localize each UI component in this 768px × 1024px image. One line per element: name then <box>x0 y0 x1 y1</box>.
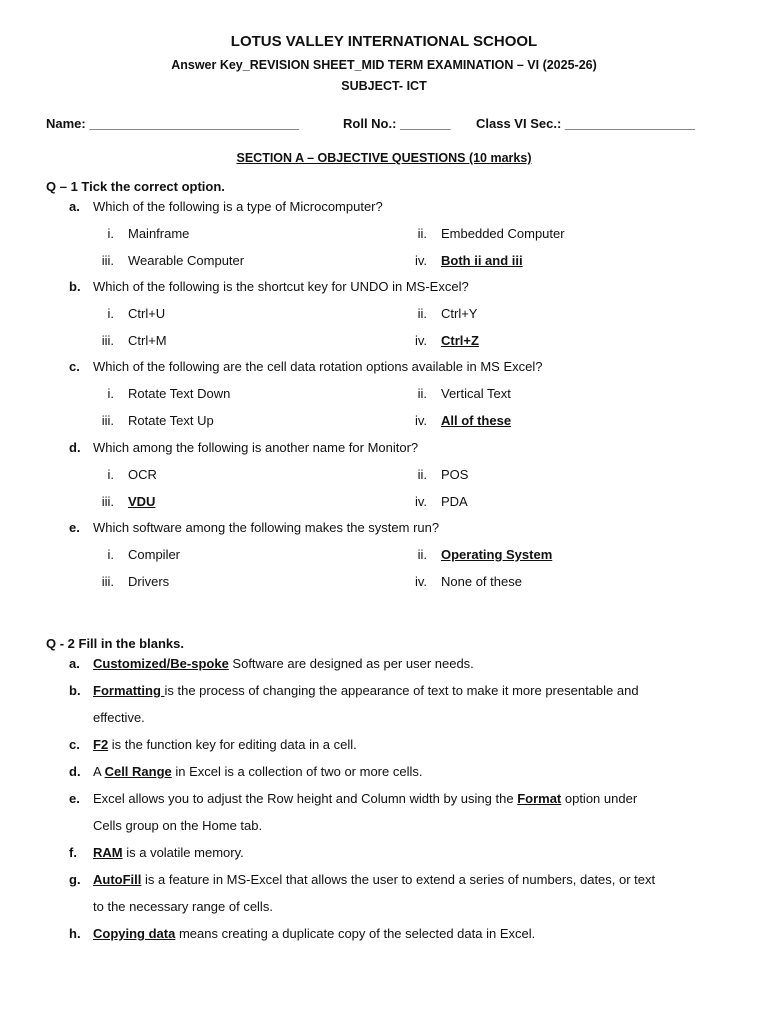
question-text: Which among the following is another name for Monitor? <box>93 440 419 455</box>
question-e <box>69 520 439 535</box>
blank-text-after: option under <box>561 791 638 806</box>
option-numeral: iii. <box>101 333 114 348</box>
q1-heading: Q – 1 Tick the correct option. <box>46 179 225 194</box>
blank-continuation: to the necessary range of cells. <box>93 899 273 914</box>
blank-h <box>69 926 535 941</box>
blank-text-after: in Excel is a collection of two or more cells. <box>171 764 423 779</box>
option-numeral: ii. <box>417 467 427 482</box>
option-a-2 <box>393 226 565 241</box>
option-d-3 <box>80 494 155 509</box>
correct-answer: Ctrl+Z <box>441 333 479 348</box>
class-section-field: Class VI Sec.: __________________ <box>476 116 696 131</box>
option-numeral: iv. <box>414 333 427 348</box>
option-text: None of these <box>441 574 522 589</box>
question-letter: c. <box>69 359 80 374</box>
blank-letter: e. <box>69 791 80 806</box>
sheet-subtitle: Answer Key_REVISION SHEET_MID TERM EXAMINATION – VI (2025-26) <box>171 58 597 72</box>
blank-a <box>69 656 474 671</box>
blank-answer: Customized/Be-spoke <box>93 656 229 671</box>
blank-letter: c. <box>69 737 80 752</box>
blank-letter: g. <box>69 872 81 887</box>
question-a <box>69 199 383 214</box>
question-text: Which of the following is the shortcut key for UNDO in MS-Excel? <box>93 279 469 294</box>
blank-answer: Format <box>517 791 562 806</box>
option-numeral: i. <box>107 306 114 321</box>
question-text: Which of the following is a type of Microcomputer? <box>93 199 383 214</box>
option-numeral: ii. <box>417 306 427 321</box>
question-b <box>69 279 469 294</box>
option-e-1 <box>80 547 180 562</box>
option-numeral: iv. <box>414 413 427 428</box>
option-numeral: iv. <box>414 574 427 589</box>
option-b-1 <box>80 306 165 321</box>
blank-e <box>69 791 637 806</box>
option-text: Ctrl+U <box>128 306 166 321</box>
option-numeral: iii. <box>101 413 114 428</box>
blank-text-after: is a feature in MS-Excel that allows the user to extend a series of numbers, dates, or text <box>141 872 656 887</box>
option-text: Vertical Text <box>441 386 511 401</box>
subject-label: SUBJECT- ICT <box>341 79 427 93</box>
option-d-1 <box>80 467 157 482</box>
blank-g <box>69 872 655 887</box>
option-numeral: iii. <box>101 253 114 268</box>
blank-text-before: A <box>93 764 105 779</box>
blank-answer: RAM <box>93 845 123 860</box>
option-numeral: iii. <box>101 574 114 589</box>
option-b-4 <box>393 333 479 348</box>
correct-answer: Operating System <box>441 547 553 562</box>
option-c-1 <box>80 386 230 401</box>
name-field: Name: _____________________________ <box>46 116 300 131</box>
blank-answer: Cell Range <box>104 764 172 779</box>
question-letter: b. <box>69 279 81 294</box>
question-letter: e. <box>69 520 80 535</box>
option-d-4 <box>393 494 468 509</box>
blank-letter: h. <box>69 926 81 941</box>
option-numeral: i. <box>107 547 114 562</box>
blank-text-before: Excel allows you to adjust the Row height and Column width by using the <box>93 791 518 806</box>
option-text: Rotate Text Down <box>128 386 231 401</box>
option-text: PDA <box>441 494 468 509</box>
option-b-2 <box>393 306 477 321</box>
option-numeral: iv. <box>414 253 427 268</box>
question-c <box>69 359 542 374</box>
option-text: Rotate Text Up <box>128 413 214 428</box>
blank-letter: f. <box>69 845 77 860</box>
blank-c <box>69 737 357 752</box>
option-text: Embedded Computer <box>441 226 565 241</box>
question-letter: a. <box>69 199 80 214</box>
option-a-3 <box>80 253 244 268</box>
option-text: Compiler <box>128 547 181 562</box>
blank-text-after: Software are designed as per user needs. <box>228 656 474 671</box>
option-text: POS <box>441 467 469 482</box>
school-title: LOTUS VALLEY INTERNATIONAL SCHOOL <box>230 33 538 50</box>
question-letter: d. <box>69 440 81 455</box>
blank-text-after: is the function key for editing data in a cell. <box>108 737 357 752</box>
option-text: Wearable Computer <box>128 253 245 268</box>
blank-letter: d. <box>69 764 81 779</box>
option-numeral: i. <box>107 467 114 482</box>
option-c-4 <box>393 413 511 428</box>
section-a-heading: SECTION A – OBJECTIVE QUESTIONS (10 marks) <box>236 151 532 165</box>
blank-answer: F2 <box>93 737 109 752</box>
option-text: Ctrl+Y <box>441 306 478 321</box>
question-text: Which of the following are the cell data rotation options available in MS Excel? <box>93 359 543 374</box>
option-e-2 <box>393 547 552 562</box>
blank-f <box>69 845 244 860</box>
blank-continuation: effective. <box>93 710 145 725</box>
option-text: Mainframe <box>128 226 190 241</box>
blank-text-after: is the process of changing the appearance of text to make it more presentable and <box>164 683 639 698</box>
blank-answer: Formatting <box>93 683 165 698</box>
option-a-4 <box>393 253 523 268</box>
option-numeral: iii. <box>101 494 114 509</box>
correct-answer: All of these <box>441 413 512 428</box>
option-d-2 <box>393 467 468 482</box>
blank-text-after: means creating a duplicate copy of the selected data in Excel. <box>175 926 536 941</box>
correct-answer: Both ii and iii <box>441 253 523 268</box>
correct-answer: VDU <box>128 494 156 509</box>
blank-text-after: is a volatile memory. <box>122 845 244 860</box>
option-numeral: ii. <box>417 226 427 241</box>
option-numeral: iv. <box>414 494 427 509</box>
blank-continuation: Cells group on the Home tab. <box>93 818 263 833</box>
option-e-4 <box>393 574 522 589</box>
roll-field: Roll No.: _______ <box>343 116 451 131</box>
option-e-3 <box>80 574 169 589</box>
question-d <box>69 440 418 455</box>
option-text: OCR <box>128 467 157 482</box>
option-c-3 <box>80 413 214 428</box>
question-text: Which software among the following makes the system run? <box>93 520 440 535</box>
blank-answer: Copying data <box>93 926 176 941</box>
option-b-3 <box>80 333 167 348</box>
option-c-2 <box>393 386 511 401</box>
option-numeral: i. <box>107 226 114 241</box>
option-numeral: i. <box>107 386 114 401</box>
blank-answer: AutoFill <box>93 872 142 887</box>
option-text: Ctrl+M <box>128 333 167 348</box>
option-numeral: ii. <box>417 386 427 401</box>
blank-d <box>69 764 422 779</box>
option-a-1 <box>80 226 189 241</box>
blank-letter: b. <box>69 683 81 698</box>
option-numeral: ii. <box>417 547 427 562</box>
blank-b <box>69 683 639 698</box>
blank-letter: a. <box>69 656 80 671</box>
option-text: Drivers <box>128 574 170 589</box>
q2-heading: Q - 2 Fill in the blanks. <box>46 636 184 651</box>
